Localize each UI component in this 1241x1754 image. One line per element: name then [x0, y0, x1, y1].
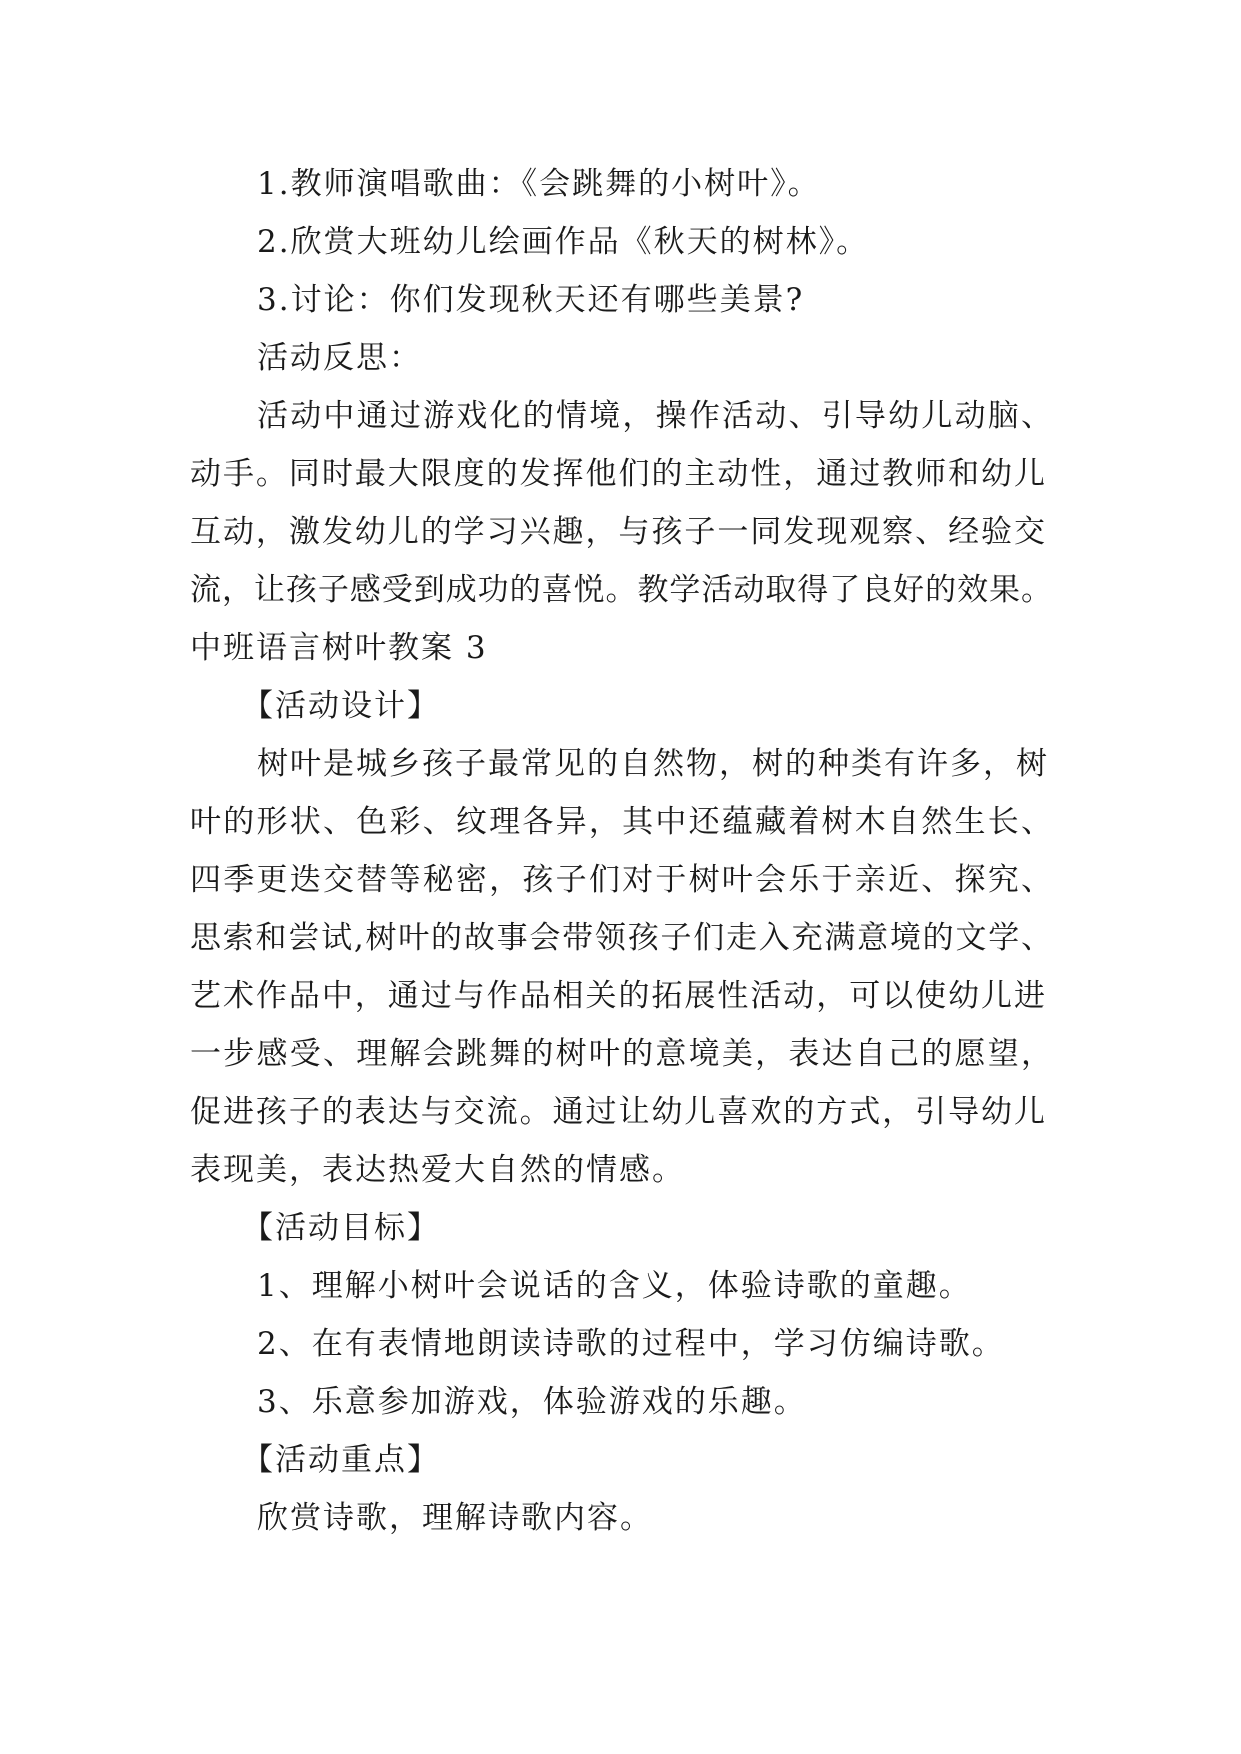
paragraph-line: 流，让孩子感受到成功的喜悦。教学活动取得了良好的效果。	[190, 572, 1052, 608]
section-heading-reflection: 活动反思：	[257, 340, 422, 376]
paragraph-line: 互动，激发幼儿的学习兴趣，与孩子一同发现观察、经验交	[190, 514, 1045, 550]
paragraph-line: 促进孩子的表达与交流。通过让幼儿喜欢的方式，引导幼儿	[190, 1094, 1045, 1130]
paragraph-line: 树叶是城乡孩子最常见的自然物，树的种类有许多，树	[257, 746, 1047, 782]
list-item-2: 2.欣赏大班幼儿绘画作品《秋天的树林》。	[257, 224, 870, 260]
focus-text: 欣赏诗歌，理解诗歌内容。	[257, 1500, 653, 1536]
paragraph-line: 四季更迭交替等秘密，孩子们对于树叶会乐于亲近、探究、	[190, 862, 1052, 898]
section-heading-design: 【活动设计】	[242, 688, 440, 724]
goal-item-2: 2、在有表情地朗读诗歌的过程中，学习仿编诗歌。	[257, 1326, 1005, 1362]
paragraph-line: 叶的形状、色彩、纹理各异，其中还蕴藏着树木自然生长、	[190, 804, 1052, 840]
paragraph-line: 思索和尝试,树叶的故事会带领孩子们走入充满意境的文学、	[190, 920, 1052, 956]
paragraph-line: 动手。同时最大限度的发挥他们的主动性，通过教师和幼儿	[190, 456, 1045, 492]
goal-item-3: 3、乐意参加游戏，体验游戏的乐趣。	[257, 1384, 807, 1420]
goal-item-1: 1、理解小树叶会说话的含义，体验诗歌的童趣。	[257, 1268, 972, 1304]
paragraph-line: 表现美，表达热爱大自然的情感。	[190, 1152, 685, 1188]
paragraph-line: 一步感受、理解会跳舞的树叶的意境美，表达自己的愿望，	[190, 1036, 1052, 1072]
list-item-3: 3.讨论：你们发现秋天还有哪些美景?	[257, 282, 805, 318]
paragraph-line: 活动中通过游戏化的情境，操作活动、引导幼儿动脑、	[257, 398, 1052, 434]
list-item-1: 1.教师演唱歌曲：《会跳舞的小树叶》。	[257, 166, 821, 202]
section-title: 中班语言树叶教案 3	[190, 630, 488, 666]
paragraph-line: 艺术作品中，通过与作品相关的拓展性活动，可以使幼儿进	[190, 978, 1045, 1014]
section-heading-focus: 【活动重点】	[242, 1442, 440, 1478]
section-heading-goals: 【活动目标】	[242, 1210, 440, 1246]
